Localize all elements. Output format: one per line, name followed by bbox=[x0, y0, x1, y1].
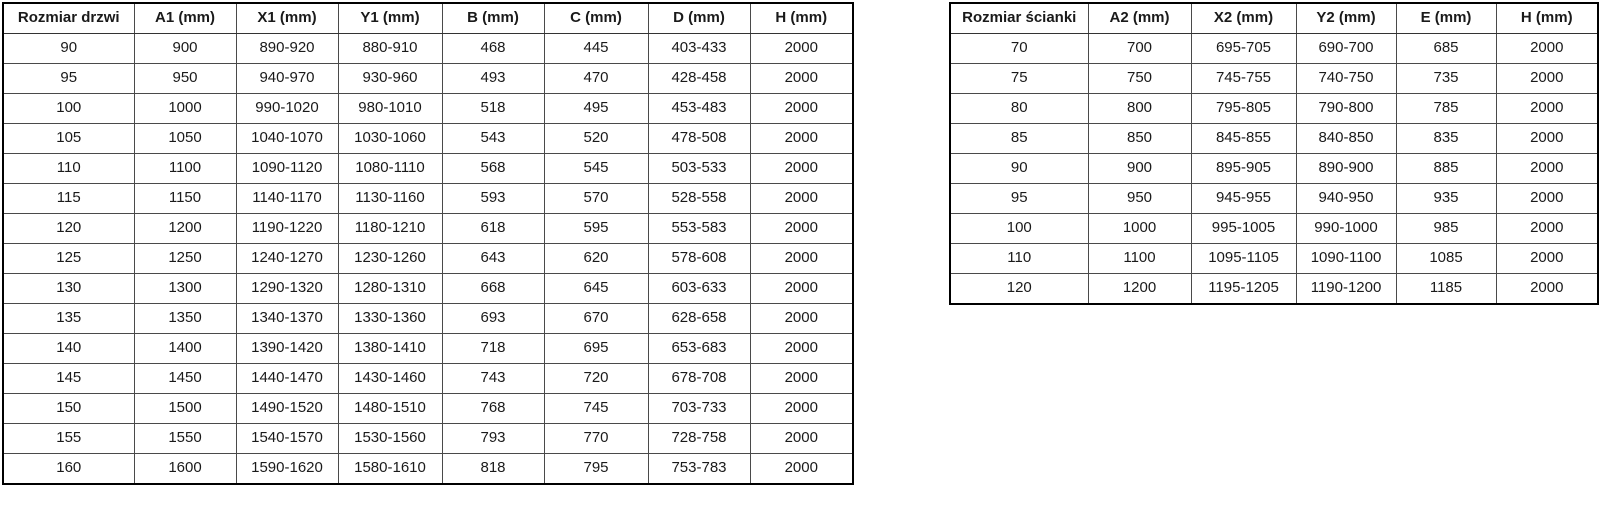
table-row bbox=[950, 274, 1598, 305]
table-cell: 1100 bbox=[134, 154, 236, 184]
table-row bbox=[3, 334, 853, 364]
header-cell: C (mm) bbox=[544, 3, 648, 34]
table-cell: 2000 bbox=[750, 184, 853, 214]
table-cell: 735 bbox=[1396, 64, 1496, 94]
table-cell: 2000 bbox=[1496, 94, 1598, 124]
table-row bbox=[3, 424, 853, 454]
table-cell: 643 bbox=[442, 244, 544, 274]
table-cell: 125 bbox=[3, 244, 134, 274]
table-cell: 770 bbox=[544, 424, 648, 454]
table-cell: 1200 bbox=[1088, 274, 1191, 305]
table-row bbox=[950, 244, 1598, 274]
table-cell: 1390-1420 bbox=[236, 334, 338, 364]
table-cell: 2000 bbox=[750, 304, 853, 334]
table-cell: 1300 bbox=[134, 274, 236, 304]
table-row bbox=[3, 94, 853, 124]
table-cell: 1600 bbox=[134, 454, 236, 485]
table-cell: 628-658 bbox=[648, 304, 750, 334]
table-cell: 793 bbox=[442, 424, 544, 454]
table-cell: 2000 bbox=[1496, 124, 1598, 154]
table-cell: 2000 bbox=[750, 154, 853, 184]
table-cell: 478-508 bbox=[648, 124, 750, 154]
table-cell: 885 bbox=[1396, 154, 1496, 184]
table-cell: 743 bbox=[442, 364, 544, 394]
header-row bbox=[950, 3, 1598, 34]
table-cell: 2000 bbox=[1496, 64, 1598, 94]
table-cell: 70 bbox=[950, 34, 1088, 64]
table-row bbox=[3, 454, 853, 485]
header-cell: D (mm) bbox=[648, 3, 750, 34]
table-cell: 2000 bbox=[750, 424, 853, 454]
table-cell: 728-758 bbox=[648, 424, 750, 454]
table-cell: 80 bbox=[950, 94, 1088, 124]
table-cell: 1130-1160 bbox=[338, 184, 442, 214]
wall-size-table bbox=[949, 2, 1599, 305]
table-cell: 160 bbox=[3, 454, 134, 485]
table-cell: 1195-1205 bbox=[1191, 274, 1296, 305]
table-cell: 678-708 bbox=[648, 364, 750, 394]
table-cell: 795-805 bbox=[1191, 94, 1296, 124]
table-cell: 890-920 bbox=[236, 34, 338, 64]
table-cell: 2000 bbox=[750, 334, 853, 364]
table-cell: 115 bbox=[3, 184, 134, 214]
table-cell: 1330-1360 bbox=[338, 304, 442, 334]
header-cell: B (mm) bbox=[442, 3, 544, 34]
table-cell: 1030-1060 bbox=[338, 124, 442, 154]
table-cell: 618 bbox=[442, 214, 544, 244]
table-cell: 130 bbox=[3, 274, 134, 304]
table-cell: 685 bbox=[1396, 34, 1496, 64]
table-cell: 668 bbox=[442, 274, 544, 304]
table-cell: 653-683 bbox=[648, 334, 750, 364]
table-cell: 1540-1570 bbox=[236, 424, 338, 454]
table-cell: 1430-1460 bbox=[338, 364, 442, 394]
table-cell: 840-850 bbox=[1296, 124, 1396, 154]
header-cell: H (mm) bbox=[1496, 3, 1598, 34]
header-cell: X1 (mm) bbox=[236, 3, 338, 34]
table-cell: 543 bbox=[442, 124, 544, 154]
table-cell: 795 bbox=[544, 454, 648, 485]
table-cell: 545 bbox=[544, 154, 648, 184]
table-cell: 468 bbox=[442, 34, 544, 64]
table-cell: 1085 bbox=[1396, 244, 1496, 274]
table-cell: 880-910 bbox=[338, 34, 442, 64]
table-cell: 428-458 bbox=[648, 64, 750, 94]
table-row bbox=[950, 64, 1598, 94]
table-cell: 945-955 bbox=[1191, 184, 1296, 214]
door-size-table-container bbox=[2, 2, 852, 485]
header-cell: A2 (mm) bbox=[1088, 3, 1191, 34]
table-cell: 2000 bbox=[750, 244, 853, 274]
table-cell: 940-970 bbox=[236, 64, 338, 94]
table-cell: 2000 bbox=[1496, 214, 1598, 244]
table-row bbox=[950, 184, 1598, 214]
table-cell: 90 bbox=[950, 154, 1088, 184]
table-cell: 1350 bbox=[134, 304, 236, 334]
table-cell: 930-960 bbox=[338, 64, 442, 94]
table-cell: 150 bbox=[3, 394, 134, 424]
table-cell: 1050 bbox=[134, 124, 236, 154]
table-row bbox=[3, 34, 853, 64]
table-row bbox=[3, 364, 853, 394]
table-cell: 528-558 bbox=[648, 184, 750, 214]
header-row bbox=[3, 3, 853, 34]
table-cell: 2000 bbox=[750, 94, 853, 124]
table-cell: 100 bbox=[950, 214, 1088, 244]
table-cell: 1200 bbox=[134, 214, 236, 244]
table-row bbox=[950, 214, 1598, 244]
table-cell: 720 bbox=[544, 364, 648, 394]
table-cell: 2000 bbox=[750, 124, 853, 154]
table-row bbox=[3, 64, 853, 94]
table-cell: 1185 bbox=[1396, 274, 1496, 305]
table-row bbox=[950, 154, 1598, 184]
table-cell: 1380-1410 bbox=[338, 334, 442, 364]
table-cell: 120 bbox=[950, 274, 1088, 305]
table-row bbox=[950, 94, 1598, 124]
table-cell: 768 bbox=[442, 394, 544, 424]
table-cell: 1280-1310 bbox=[338, 274, 442, 304]
table-cell: 1240-1270 bbox=[236, 244, 338, 274]
table-cell: 570 bbox=[544, 184, 648, 214]
table-cell: 495 bbox=[544, 94, 648, 124]
table-cell: 518 bbox=[442, 94, 544, 124]
table-cell: 935 bbox=[1396, 184, 1496, 214]
table-cell: 145 bbox=[3, 364, 134, 394]
table-cell: 1140-1170 bbox=[236, 184, 338, 214]
table-cell: 593 bbox=[442, 184, 544, 214]
door-size-table bbox=[2, 2, 854, 485]
table-cell: 100 bbox=[3, 94, 134, 124]
table-row bbox=[3, 304, 853, 334]
table-cell: 980-1010 bbox=[338, 94, 442, 124]
table-cell: 470 bbox=[544, 64, 648, 94]
table-cell: 1180-1210 bbox=[338, 214, 442, 244]
table-cell: 110 bbox=[3, 154, 134, 184]
table-cell: 1450 bbox=[134, 364, 236, 394]
table-cell: 1530-1560 bbox=[338, 424, 442, 454]
table-cell: 785 bbox=[1396, 94, 1496, 124]
table-cell: 1230-1260 bbox=[338, 244, 442, 274]
table-cell: 620 bbox=[544, 244, 648, 274]
table-cell: 750 bbox=[1088, 64, 1191, 94]
table-row bbox=[3, 244, 853, 274]
table-cell: 2000 bbox=[750, 214, 853, 244]
table-cell: 493 bbox=[442, 64, 544, 94]
table-row bbox=[3, 394, 853, 424]
table-cell: 1250 bbox=[134, 244, 236, 274]
table-cell: 2000 bbox=[750, 64, 853, 94]
wall-size-table-container bbox=[949, 2, 1597, 305]
table-cell: 1100 bbox=[1088, 244, 1191, 274]
table-cell: 1040-1070 bbox=[236, 124, 338, 154]
table-cell: 110 bbox=[950, 244, 1088, 274]
table-cell: 695-705 bbox=[1191, 34, 1296, 64]
table-cell: 700 bbox=[1088, 34, 1191, 64]
table-cell: 135 bbox=[3, 304, 134, 334]
table-cell: 85 bbox=[950, 124, 1088, 154]
table-cell: 553-583 bbox=[648, 214, 750, 244]
table-cell: 995-1005 bbox=[1191, 214, 1296, 244]
table-cell: 2000 bbox=[1496, 34, 1598, 64]
table-cell: 1090-1120 bbox=[236, 154, 338, 184]
header-cell: Rozmiar ścianki bbox=[950, 3, 1088, 34]
table-cell: 990-1000 bbox=[1296, 214, 1396, 244]
table-cell: 520 bbox=[544, 124, 648, 154]
table-cell: 1340-1370 bbox=[236, 304, 338, 334]
table-cell: 578-608 bbox=[648, 244, 750, 274]
table-cell: 75 bbox=[950, 64, 1088, 94]
header-cell: H (mm) bbox=[750, 3, 853, 34]
table-cell: 1290-1320 bbox=[236, 274, 338, 304]
header-cell: Rozmiar drzwi bbox=[3, 3, 134, 34]
table-cell: 1580-1610 bbox=[338, 454, 442, 485]
table-cell: 818 bbox=[442, 454, 544, 485]
table-cell: 2000 bbox=[750, 274, 853, 304]
table-cell: 900 bbox=[134, 34, 236, 64]
table-cell: 718 bbox=[442, 334, 544, 364]
table-cell: 890-900 bbox=[1296, 154, 1396, 184]
table-cell: 1440-1470 bbox=[236, 364, 338, 394]
table-cell: 1000 bbox=[1088, 214, 1191, 244]
table-cell: 845-855 bbox=[1191, 124, 1296, 154]
table-cell: 940-950 bbox=[1296, 184, 1396, 214]
table-cell: 835 bbox=[1396, 124, 1496, 154]
table-cell: 1480-1510 bbox=[338, 394, 442, 424]
table-cell: 95 bbox=[950, 184, 1088, 214]
table-cell: 990-1020 bbox=[236, 94, 338, 124]
table-cell: 950 bbox=[1088, 184, 1191, 214]
table-cell: 403-433 bbox=[648, 34, 750, 64]
header-cell: E (mm) bbox=[1396, 3, 1496, 34]
table-row bbox=[3, 274, 853, 304]
table-cell: 1490-1520 bbox=[236, 394, 338, 424]
table-cell: 703-733 bbox=[648, 394, 750, 424]
table-cell: 670 bbox=[544, 304, 648, 334]
table-cell: 453-483 bbox=[648, 94, 750, 124]
table-cell: 568 bbox=[442, 154, 544, 184]
table-row bbox=[3, 124, 853, 154]
header-cell: X2 (mm) bbox=[1191, 3, 1296, 34]
table-cell: 753-783 bbox=[648, 454, 750, 485]
table-cell: 645 bbox=[544, 274, 648, 304]
table-cell: 2000 bbox=[750, 34, 853, 64]
table-cell: 1095-1105 bbox=[1191, 244, 1296, 274]
table-cell: 895-905 bbox=[1191, 154, 1296, 184]
table-cell: 1500 bbox=[134, 394, 236, 424]
table-cell: 1150 bbox=[134, 184, 236, 214]
table-cell: 745-755 bbox=[1191, 64, 1296, 94]
table-row bbox=[3, 184, 853, 214]
table-cell: 445 bbox=[544, 34, 648, 64]
table-cell: 985 bbox=[1396, 214, 1496, 244]
table-cell: 595 bbox=[544, 214, 648, 244]
table-cell: 1190-1220 bbox=[236, 214, 338, 244]
table-cell: 140 bbox=[3, 334, 134, 364]
table-cell: 603-633 bbox=[648, 274, 750, 304]
table-cell: 155 bbox=[3, 424, 134, 454]
table-cell: 1000 bbox=[134, 94, 236, 124]
table-cell: 1400 bbox=[134, 334, 236, 364]
table-row bbox=[3, 154, 853, 184]
table-row bbox=[950, 34, 1598, 64]
table-cell: 800 bbox=[1088, 94, 1191, 124]
table-cell: 2000 bbox=[750, 454, 853, 485]
table-cell: 1550 bbox=[134, 424, 236, 454]
table-cell: 1590-1620 bbox=[236, 454, 338, 485]
header-cell: Y1 (mm) bbox=[338, 3, 442, 34]
table-cell: 693 bbox=[442, 304, 544, 334]
table-cell: 2000 bbox=[750, 394, 853, 424]
table-cell: 120 bbox=[3, 214, 134, 244]
table-cell: 900 bbox=[1088, 154, 1191, 184]
table-cell: 1190-1200 bbox=[1296, 274, 1396, 305]
table-row bbox=[950, 124, 1598, 154]
table-cell: 790-800 bbox=[1296, 94, 1396, 124]
table-cell: 695 bbox=[544, 334, 648, 364]
table-cell: 850 bbox=[1088, 124, 1191, 154]
table-cell: 2000 bbox=[1496, 244, 1598, 274]
table-cell: 2000 bbox=[1496, 274, 1598, 305]
table-cell: 95 bbox=[3, 64, 134, 94]
table-cell: 690-700 bbox=[1296, 34, 1396, 64]
table-cell: 740-750 bbox=[1296, 64, 1396, 94]
table-cell: 950 bbox=[134, 64, 236, 94]
table-cell: 2000 bbox=[1496, 184, 1598, 214]
table-cell: 1080-1110 bbox=[338, 154, 442, 184]
header-cell: Y2 (mm) bbox=[1296, 3, 1396, 34]
header-cell: A1 (mm) bbox=[134, 3, 236, 34]
table-cell: 503-533 bbox=[648, 154, 750, 184]
table-cell: 1090-1100 bbox=[1296, 244, 1396, 274]
table-cell: 105 bbox=[3, 124, 134, 154]
table-cell: 90 bbox=[3, 34, 134, 64]
table-row bbox=[3, 214, 853, 244]
table-cell: 2000 bbox=[750, 364, 853, 394]
table-cell: 2000 bbox=[1496, 154, 1598, 184]
table-cell: 745 bbox=[544, 394, 648, 424]
